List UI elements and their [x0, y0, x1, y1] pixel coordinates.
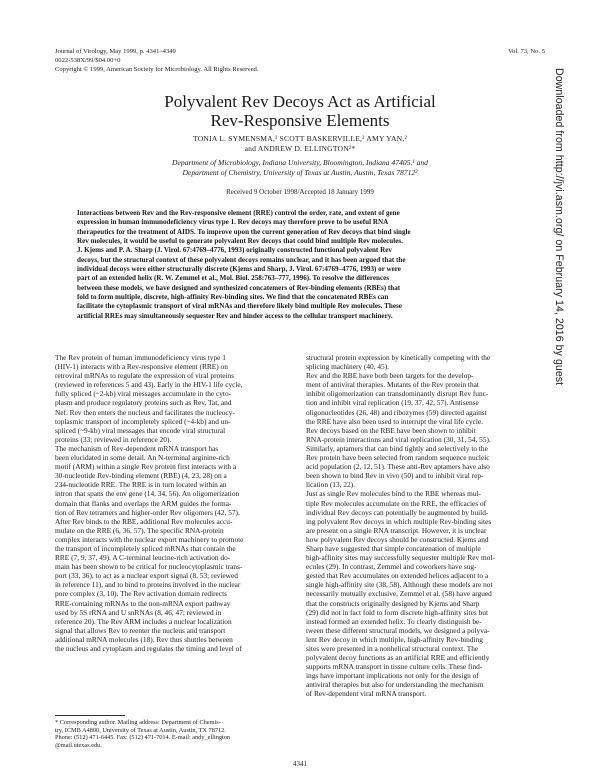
body-line: splicing machinery (40, 45). [306, 362, 390, 372]
body-line: motif (ARM) within a single Rev protein first interacts with a [55, 462, 237, 472]
body-line: RRE-containing mRNAs to the non-mRNA export pathway [55, 598, 231, 608]
body-line: The Rev protein of human immunodeficiency virus type 1 [55, 353, 226, 362]
body-line: domain that flanks and overlaps the ARM guides the forma- [55, 498, 232, 508]
body-line: necessarily mutually exclusive, Zemmel et al. (58) have argued [306, 589, 492, 599]
abstract-line: Rev molecules, it would be useful to generate polyvalent Rev decoys that could bind multiple Rev molecules. [77, 237, 403, 246]
abstract-line: decoys, but the structural context of these polyvalent decoys remains unclear, and it has been argued that the [77, 255, 406, 264]
title-line: Polyvalent Rev Decoys Act as Artificial [164, 92, 436, 111]
body-line: antiviral therapies but also for understanding the mechanism [306, 680, 484, 690]
right-body-column [306, 353, 546, 699]
abstract-line: between these models, we have designed and synthesized concatemers of Rev-binding elements (RBEs) that [77, 283, 401, 292]
body-line: Similarly, aptamers that can bind tightly and selectively to the [306, 443, 488, 453]
page-number: 4341 [293, 760, 307, 768]
body-line: ecules (29). In contrast, Zemmel and coworkers have sug- [306, 562, 477, 572]
body-line: additional mRNA molecules (18). Rev thus shuttles between [55, 634, 233, 644]
corresponding-author-footnote [55, 715, 295, 749]
body-line: main has been shown to be critical for nucleocytoplasmic trans- [55, 562, 243, 572]
affiliations [55, 158, 545, 178]
abstract [77, 209, 527, 321]
received-dates: Received 9 October 1998/Accepted 18 January 1999 [226, 188, 374, 196]
copyright-line: Copyright © 1999, American Society for Microbiology. All Rights Reserved. [55, 65, 259, 73]
body-line: After Rev binds to the RBE, additional Rev molecules accu- [55, 516, 233, 526]
author-line: and ANDREW D. ELLINGTON²* [244, 144, 356, 153]
body-line: (reviewed in references 5 and 43). Early in the HIV-1 life cycle, [55, 380, 243, 390]
body-line: Rev protein have been selected from random sequence nucleic [306, 453, 490, 463]
volume-issue: Vol. 73, No. 5 [508, 48, 545, 55]
footnote-line: Phone: (512) 471-6445. Fax: (512) 471-7014. E-mail: andy_ellington [55, 734, 231, 742]
footnote-line: * Corresponding author. Mailing address: Department of Chemis- [55, 719, 221, 726]
body-line: how polyvalent Rev decoys should be constructed. Kjems and [306, 534, 489, 544]
body-line: tween these different structural models, we designed a polyva- [306, 625, 490, 635]
body-line: in reference 11), and to bind to proteins involved in the nuclear [55, 580, 241, 590]
body-line: used by 5S rRNA and U snRNAs (8, 46, 47; reviewed in [55, 607, 222, 617]
body-line: gested that Rev accumulates on extended helices adjacent to a [306, 571, 489, 581]
body-line: Just as single Rev molecules bind to the RBE whereas mul- [306, 489, 481, 499]
abstract-line: artificial RREs may simultaneously sequester Rev and hinder access to the cellular transport machinery. [77, 311, 393, 320]
body-line: 234-nucleotide RRE. The RRE is in turn located within an [55, 480, 227, 490]
body-line: Rev decoys based on the RBE have been shown to inhibit [306, 425, 476, 435]
running-header [55, 48, 545, 74]
abstract-line: Interactions between Rev and the Rev-responsive element (RRE) control the order, rate, and extent of gene [77, 209, 400, 217]
body-line: polyvalent decoy functions as an artificial RRE and efficiently [306, 653, 490, 663]
body-line: the transport of incompletely spliced mRNAs that contain the [55, 543, 236, 553]
abstract-line: facilitate the cytoplasmic transport of viral mRNAs and therefore likely bind multiple Rev molecules. These [77, 302, 402, 311]
affiliation-line: Department of Microbiology, Indiana University, Bloomington, Indiana 47405,¹ and [172, 158, 428, 167]
author-line: TONIA L. SYMENSMA,¹ SCOTT BASKERVILLE,² AMY YAN,² [193, 134, 407, 143]
body-line: sites were presented in a nonhelical structural context. The [306, 644, 479, 653]
body-line: intron that spans the env gene (14, 34, 56). An oligomerization [55, 489, 240, 499]
body-line: 30-nucleotide Rev-binding element (RBE) (4, 23, 28) on a [55, 471, 227, 481]
body-line: plasm and produce regulatory proteins such as Rev, Tat, and [55, 398, 232, 408]
body-line: Rev and the RBE have both been targets for the develop- [306, 371, 474, 381]
body-line: of Rev-dependent viral mRNA transport. [306, 689, 427, 699]
watermark-text: Downloaded from http://jvi.asm.org/ on February 14, 2016 by guest [553, 68, 565, 386]
footnote-line: @mail.utexas.edu. [55, 741, 102, 749]
body-line: RRE (7, 9, 37, 49). A C-terminal leucine-rich activation do- [55, 553, 231, 563]
body-line: (29) did not in fact fold to form discrete high-affinity sites but [306, 607, 488, 617]
body-line: tion and inhibit viral replication (19, 37, 42, 57). Antisense [306, 398, 479, 408]
body-line: ment of antiviral therapies. Mutants of the Rev protein that [306, 380, 479, 390]
body-line: tiple Rev molecules accumulate on the RRE, the efficacies of [306, 498, 487, 508]
footnote-rule [55, 715, 125, 716]
abstract-line: J. Kjems and P. A. Sharp (J. Virol. 67:4769–4776, 1993) originally constructed functional polyvalent Rev [77, 246, 392, 255]
body-line: structural protein expression by kinetically competing with the [306, 353, 491, 362]
download-watermark [550, 68, 580, 608]
body-line: inhibit oligomerization can transdominantly disrupt Rev func- [306, 389, 489, 399]
body-line: instead formed an extended helix. To clearly distinguish be- [306, 616, 482, 626]
body-line: been elucidated in some detail. An N-terminal arginine-rich [55, 453, 230, 463]
body-line: the RRE have also been used to interrupt the viral life cycle. [306, 416, 484, 426]
abstract-line: therapeutics for the treatment of AIDS. To improve upon the current generation of Rev decoys that bind single [77, 227, 411, 236]
body-line: the nucleus and cytoplasm and regulates the timing and level of [55, 644, 242, 653]
journal-citation: Journal of Virology, May 1999, p. 4341–4349 [55, 48, 176, 55]
left-body-column [55, 353, 295, 653]
body-line: Nef. Rev then enters the nucleus and facilitates the nucleocy- [55, 407, 235, 417]
body-line: are present on a single RNA transcript. However, it is unclear [306, 525, 487, 535]
issn-line: 0022-538X/99/$04.00+0 [55, 56, 121, 64]
body-line: that the constructs originally designed by Kjems and Sharp [306, 598, 480, 608]
body-line: pore complex (3, 10). The Rev activation domain redirects [55, 589, 227, 599]
body-line: ings have important implications not only for the design of [306, 671, 479, 681]
body-line: RNA-protein interactions and viral replication (30, 31, 54, 55). [306, 434, 491, 444]
affiliation-line: Department of Chemistry, University of Texas at Austin, Austin, Texas 78712² [182, 168, 418, 177]
body-line: (HIV-1) interacts with a Rev-responsive element (RRE) on [55, 362, 228, 372]
abstract-line: expression in human immunodeficiency virus type 1. Rev decoys may therefore prove to be useful RNA [77, 218, 389, 227]
body-line: proteins (33; reviewed in reference 20). [55, 434, 172, 444]
abstract-line: fold to form multiple, discrete, high-affinity Rev-binding sites. We find that the concatenated RBEs can [77, 293, 389, 302]
body-line: reference 20). The Rev ARM includes a nuclear localization [55, 616, 232, 626]
abstract-line: individual decoys were either structurally discrete (Kjems and Sharp, J. Virol. 67:4769–4776, 1993) or were [77, 265, 401, 274]
body-line: single high-affinity site (38, 58). Although these models are not [306, 580, 493, 590]
body-line: lent Rev decoy in which multiple, high-affinity Rev-binding [306, 634, 483, 644]
body-line: spliced (~9-kb) viral messages that encode viral structural [55, 425, 226, 435]
body-line: Sharp have suggested that simple concatenation of multiple [306, 543, 481, 553]
body-line: tion of Rev tetramers and higher-order Rev oligomers (42, 57). [55, 507, 240, 517]
body-line: toplasmic transport of incompletely spliced (~4-kb) and un- [55, 416, 231, 426]
body-line: lication (13, 22). [306, 480, 355, 490]
abstract-line: part of an extended helix (R. W. Zemmel et al., Mol. Biol. 258:763–777, 1996). To resolve the differences [77, 274, 390, 283]
footnote-line: try, ICMB A4800, University of Texas at Austin, Austin, TX 78712. [55, 726, 226, 734]
body-line: high-affinity sites may successfully sequester multiple Rev mol- [306, 553, 495, 563]
body-line: port (33, 36), to act as a nuclear export signal (8, 53; reviewed [55, 571, 238, 581]
article-title [55, 92, 545, 130]
body-line: mulate on the RRE (6, 36, 57). The specific RNA-protein [55, 525, 224, 535]
body-line: signal that allows Rev to reenter the nucleus and transport [55, 625, 226, 635]
body-line: acid population (2, 12, 51). These anti-Rev aptamers have also [306, 462, 490, 472]
author-list [55, 134, 545, 154]
body-line: supports mRNA transport in tissue culture cells. These find- [306, 662, 483, 672]
body-line: retroviral mRNAs to regulate the expression of viral proteins [55, 371, 235, 381]
body-line: complex interacts with the nuclear export machinery to promote [55, 534, 244, 544]
body-line: fully spliced (~2-kb) viral messages accumulate in the cyto- [55, 389, 232, 399]
body-line: been shown to bind Rev in vivo (50) and to inhibit viral rep- [306, 471, 484, 481]
title-line: Rev-Responsive Elements [210, 111, 390, 130]
body-line: individual Rev decoys can potentially be augmented by build- [306, 507, 489, 517]
body-line: oligonucleotides (26, 48) and ribozymes (59) directed against [306, 407, 487, 417]
body-line: The mechanism of Rev-dependent mRNA transport has [55, 443, 219, 453]
body-line: ing polyvalent Rev decoys in which multiple Rev-binding sites [306, 516, 492, 526]
